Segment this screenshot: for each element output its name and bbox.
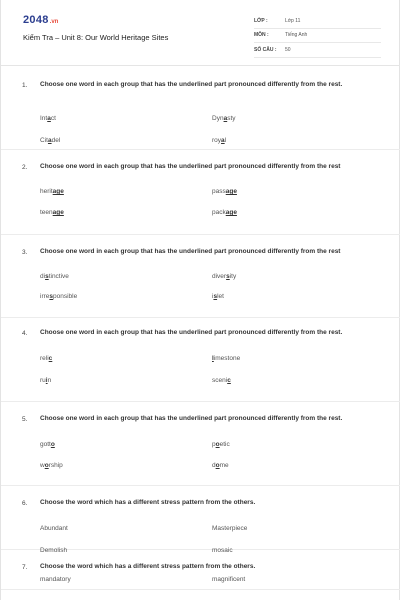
question-text: Choose one word in each group that has the underlined part pronounced differently from the rest (40, 163, 341, 170)
question-number: 4. (22, 330, 28, 337)
option-text-pre: ru (40, 377, 46, 384)
meta-label: SỐ CÂU : (254, 46, 277, 53)
question-item (1, 66, 400, 150)
option-text-pre: diver (212, 273, 227, 280)
question-item (1, 402, 400, 486)
option-text-pre: Int (40, 115, 48, 122)
option-underlined-part: s (213, 293, 218, 300)
meta-table (254, 14, 381, 58)
meta-value: Tiếng Anh (285, 32, 308, 39)
question-text: Choose one word in each group that has the underlined part pronounced differently from the rest. (40, 329, 343, 336)
answer-option[interactable] (40, 188, 64, 195)
answer-option[interactable] (40, 576, 71, 583)
option-underlined-part: age (225, 188, 237, 195)
answer-option[interactable] (212, 576, 245, 583)
option-text-pre: w (40, 462, 45, 469)
option-underlined-part: c (227, 377, 231, 384)
option-underlined-part: o (44, 462, 49, 469)
meta-value: Lớp 11 (285, 17, 301, 24)
option-text-post: sty (227, 115, 236, 122)
answer-option[interactable] (40, 115, 56, 122)
option-text-pre: pack (212, 209, 226, 216)
question-item (1, 550, 400, 590)
option-text-pre: pass (212, 188, 226, 195)
option-text-pre: di (40, 273, 46, 280)
answer-option[interactable] (212, 188, 237, 195)
question-item (1, 150, 400, 235)
question-number: 5. (22, 416, 28, 423)
answer-option[interactable] (212, 115, 236, 122)
option-underlined-part: s (226, 273, 230, 280)
option-underlined-part: age (52, 188, 64, 195)
option-text-post: ct (50, 115, 56, 122)
page-header (1, 0, 400, 66)
option-underlined-part: age (225, 209, 237, 216)
option-text-pre: gott (40, 441, 51, 448)
option-text-post: ity (229, 273, 237, 280)
question-number: 1. (22, 82, 28, 89)
meta-value: 50 (285, 46, 291, 53)
question-number: 7. (22, 564, 28, 571)
option-underlined-part: i (45, 377, 48, 384)
question-text: Choose the word which has a different stress pattern from the others. (40, 563, 256, 570)
option-text-pre: Dyn (212, 115, 224, 122)
answer-option[interactable] (212, 441, 230, 448)
question-item (1, 486, 400, 554)
answer-option[interactable] (40, 137, 60, 144)
option-text-pre: sceni (212, 377, 228, 384)
question-number: 3. (22, 249, 28, 256)
option-text-post: n (47, 377, 52, 384)
option-text-post: let (217, 293, 224, 300)
option-text-pre: roy (212, 137, 222, 144)
question-text: Choose one word in each group that has the underlined part pronounced differently from the rest. (40, 415, 343, 422)
answer-option[interactable] (212, 273, 236, 280)
option-text-pre: teen (40, 209, 53, 216)
meta-label: MÔN : (254, 32, 269, 39)
question-item (1, 235, 400, 318)
option-text-pre: mandatory (40, 576, 71, 583)
option-underlined-part: c (48, 355, 53, 362)
answer-option[interactable] (40, 355, 52, 362)
question-number: 6. (22, 500, 28, 507)
document-title: Kiểm Tra – Unit 8: Our World Heritage Sites (23, 33, 169, 42)
answer-option[interactable] (40, 525, 68, 532)
option-text-pre: Demolish (40, 547, 68, 554)
option-text-pre: Masterpiece (212, 525, 248, 532)
option-underlined-part: s (49, 293, 54, 300)
meta-row-class (254, 14, 381, 29)
option-underlined-part: a (221, 137, 225, 144)
option-underlined-part: s (45, 273, 49, 280)
answer-option[interactable] (212, 462, 229, 469)
question-list (1, 66, 400, 590)
answer-option[interactable] (212, 377, 231, 384)
option-text-post: imestone (213, 355, 241, 362)
option-text-post: me (219, 462, 229, 469)
meta-label: LỚP : (254, 17, 268, 24)
question-text: Choose the word which has a different stress pattern from the others. (40, 499, 256, 506)
option-text-post: ponsible (53, 293, 78, 300)
answer-option[interactable] (212, 525, 247, 532)
meta-row-subject (254, 29, 381, 44)
option-text-post: del (51, 137, 61, 144)
meta-row-count (254, 43, 381, 58)
answer-option[interactable] (40, 273, 69, 280)
answer-option[interactable] (40, 293, 77, 300)
option-text-pre: d (212, 462, 216, 469)
option-text-pre: mosaic (212, 547, 233, 554)
answer-option[interactable] (212, 355, 240, 362)
answer-option[interactable] (40, 209, 64, 216)
option-underlined-part: o (215, 441, 220, 448)
option-underlined-part: o (50, 441, 55, 448)
option-text-post: rship (48, 462, 63, 469)
option-text-pre: Abundant (40, 525, 68, 532)
option-underlined-part: age (52, 209, 64, 216)
option-text-pre: irre (40, 293, 50, 300)
answer-option[interactable] (212, 293, 224, 300)
option-text-pre: reli (40, 355, 49, 362)
option-underlined-part: o (215, 462, 220, 469)
logo-main-text: 2048 (23, 14, 49, 26)
answer-option[interactable] (40, 377, 51, 384)
option-text-post: l (224, 137, 227, 144)
answer-option[interactable] (212, 137, 226, 144)
option-text-post: tinctive (48, 273, 69, 280)
option-text-pre: p (212, 441, 216, 448)
question-text: Choose one word in each group that has the underlined part pronounced differently from the rest. (40, 81, 343, 88)
answer-option[interactable] (212, 209, 237, 216)
option-text-pre: herit (40, 188, 53, 195)
question-text: Choose one word in each group that has the underlined part pronounced differently from the rest (40, 248, 341, 255)
site-logo[interactable] (23, 14, 58, 26)
option-underlined-part: a (47, 115, 51, 122)
answer-option[interactable] (40, 441, 55, 448)
option-text-pre: i (212, 293, 214, 300)
option-underlined-part: l (212, 355, 214, 362)
option-text-post: etic (219, 441, 230, 448)
option-underlined-part: a (223, 115, 228, 122)
answer-option[interactable] (40, 462, 63, 469)
option-text-pre: magnificent (212, 576, 246, 583)
question-number: 2. (22, 164, 28, 171)
logo-suffix-text: .vn (49, 19, 59, 25)
question-item (1, 318, 400, 402)
option-underlined-part: a (47, 137, 52, 144)
option-text-pre: Cit (40, 137, 48, 144)
